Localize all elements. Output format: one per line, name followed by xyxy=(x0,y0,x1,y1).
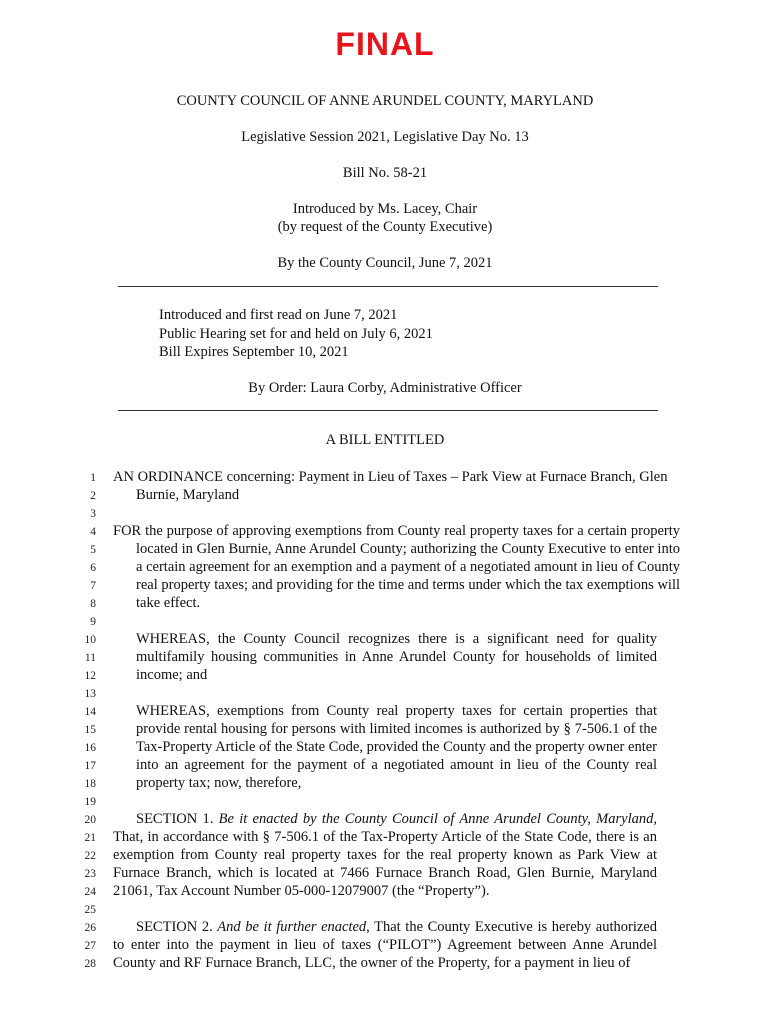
line-number: 17 xyxy=(84,760,96,772)
order-line: By Order: Laura Corby, Administrative Officer xyxy=(248,380,522,396)
ordinance-paragraph: AN ORDINANCE concerning: Payment in Lieu of Taxes – Park View at Furnace Branch, Glen Burnie, Maryland xyxy=(113,469,668,503)
line-number: 3 xyxy=(90,508,96,520)
section-1-paragraph xyxy=(113,810,657,900)
line-number: 14 xyxy=(84,706,96,718)
line-number: 25 xyxy=(84,904,96,916)
section-1-label: SECTION 1. xyxy=(136,811,219,827)
line-number: 12 xyxy=(84,670,96,682)
line-number: 27 xyxy=(84,940,96,952)
expires-line: Bill Expires September 10, 2021 xyxy=(159,344,349,360)
bill-number: Bill No. 58-21 xyxy=(342,165,428,181)
divider-top xyxy=(118,286,658,287)
line-number: 5 xyxy=(90,544,96,556)
session-line: Legislative Session 2021, Legislative Day No. 13 xyxy=(241,129,529,145)
line-number: 19 xyxy=(84,796,96,808)
line-number: 20 xyxy=(84,814,96,826)
line-number: 4 xyxy=(90,526,96,538)
line-number: 11 xyxy=(84,652,96,664)
section-2-paragraph xyxy=(113,918,657,972)
line-number: 10 xyxy=(84,634,96,646)
divider-bottom xyxy=(118,410,658,411)
hearing-line: Public Hearing set for and held on July 6, 2021 xyxy=(159,326,433,342)
line-number: 2 xyxy=(90,490,96,502)
line-number: 22 xyxy=(84,850,96,862)
purpose-paragraph: FOR the purpose of approving exemptions from County real property taxes for a certain property located in Glen Burnie, Anne Arundel County; authorizing the County Executive to enter into a certain agreement for an exemption and a payment of a negotiated amount in lieu of County real property taxes; and providing for the time and terms under which the tax exemptions will take effect. xyxy=(113,523,680,611)
line-number: 6 xyxy=(90,562,96,574)
section-1-text: That, in accordance with § 7-506.1 of the Tax-Property Article of the State Code, there is an exemption from County real property taxes for the real property known as Park View at Furnace Branch, which is located at 7466 Furnace Branch Road, Glen Burnie, Maryland 21061, Tax Account Number 05-000-12079007 (the “Property”). xyxy=(113,829,657,899)
line-number: 16 xyxy=(84,742,96,754)
line-number: 15 xyxy=(84,724,96,736)
line-number: 23 xyxy=(84,868,96,880)
line-number: 9 xyxy=(90,616,96,628)
section-2-label: SECTION 2. xyxy=(136,919,218,935)
line-number: 13 xyxy=(84,688,96,700)
first-read-line: Introduced and first read on June 7, 2021 xyxy=(159,307,398,323)
line-number: 24 xyxy=(84,886,96,898)
bill-entitled: A BILL ENTITLED xyxy=(325,432,445,448)
line-number: 28 xyxy=(84,958,96,970)
by-council-line: By the County Council, June 7, 2021 xyxy=(277,255,493,271)
section-2-enacting-clause: And be it further enacted xyxy=(217,919,367,935)
request-line: (by request of the County Executive) xyxy=(277,219,493,235)
line-number: 18 xyxy=(84,778,96,790)
line-number: 7 xyxy=(90,580,96,592)
section-1-enacting-clause: Be it enacted by the County Council of Anne Arundel County, Maryland, xyxy=(218,811,657,827)
whereas-paragraph-2: WHEREAS, exemptions from County real property taxes for certain properties that provide rental housing for persons with limited incomes is authorized by § 7-506.1 of the Tax-Property Article of the State Code, provided the County and the property owner enter into an agreement for the payment of a negotiated amount in lieu of the County real property tax; now, therefore, xyxy=(136,703,657,791)
section-2-text: , That the County Executive is hereby authorized to enter into the payment in lieu of taxes (“PILOT”) Agreement between Anne Arundel County and RF Furnace Branch, LLC, the owner of the Property, for a payment in lieu of xyxy=(113,919,657,971)
line-number: 21 xyxy=(84,832,96,844)
introduced-by: Introduced by Ms. Lacey, Chair xyxy=(292,201,478,217)
line-number: 26 xyxy=(84,922,96,934)
whereas-paragraph-1: WHEREAS, the County Council recognizes there is a significant need for quality multifamily housing communities in Anne Arundel County for households of limited income; and xyxy=(136,631,657,683)
council-title: COUNTY COUNCIL OF ANNE ARUNDEL COUNTY, MARYLAND xyxy=(176,93,594,109)
final-stamp: FINAL xyxy=(335,26,435,62)
line-number: 1 xyxy=(90,472,96,484)
line-number: 8 xyxy=(90,598,96,610)
